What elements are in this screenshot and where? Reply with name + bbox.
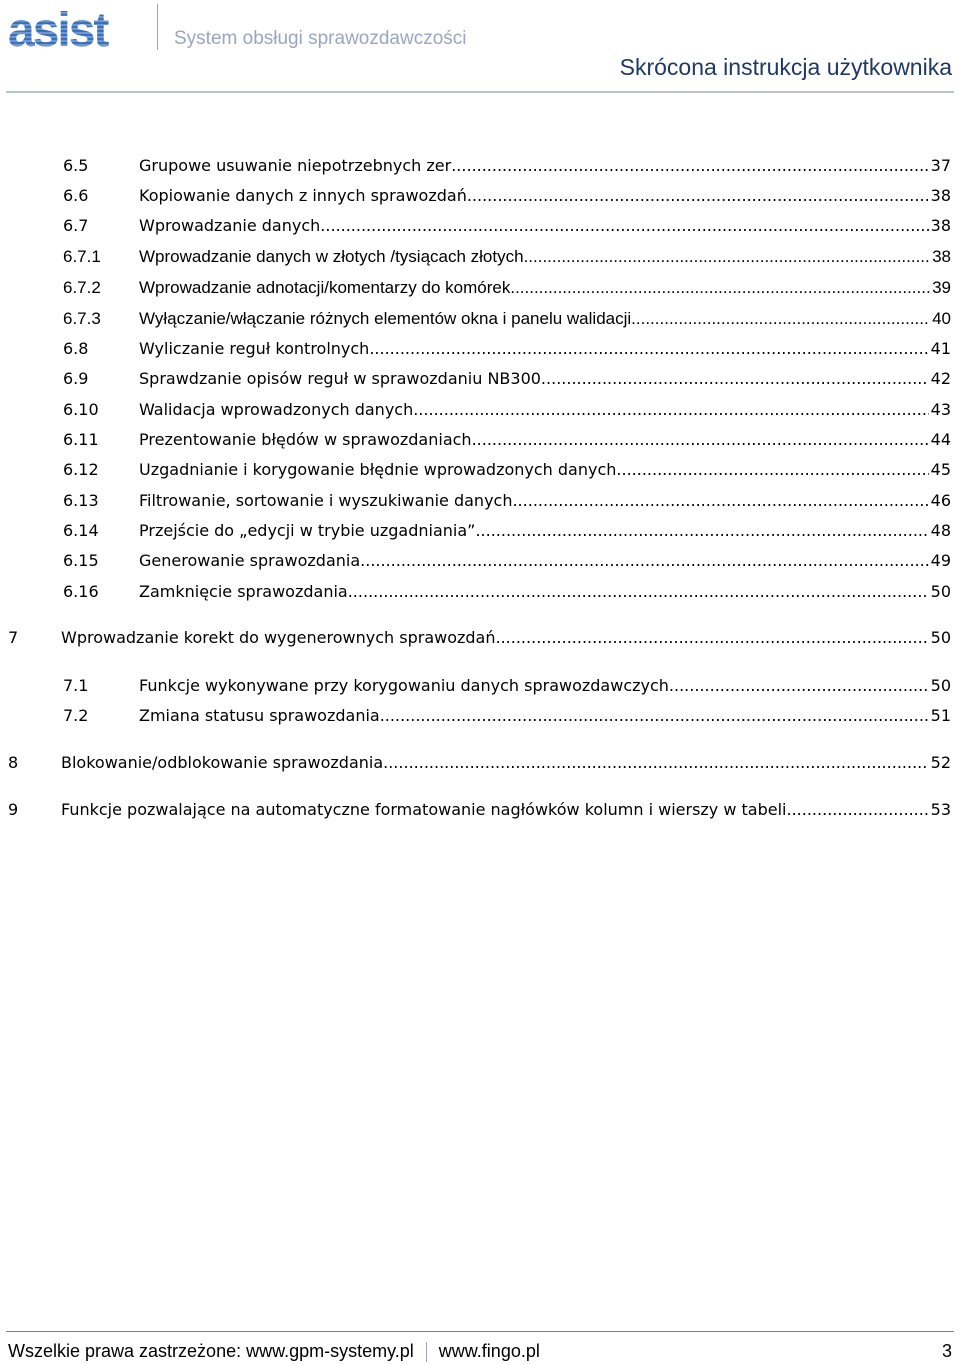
toc-entry-page: 46	[930, 491, 951, 510]
asist-logo-graphic	[6, 2, 146, 54]
toc-dot-leader	[546, 369, 929, 388]
toc-entry-page: 53	[930, 800, 951, 819]
toc-entry[interactable]	[63, 521, 951, 543]
header-rule	[6, 91, 954, 93]
toc-entry-page: 51	[930, 706, 951, 725]
toc-entry-number: 6.7.3	[63, 309, 101, 328]
toc-entry-page: 41	[930, 339, 951, 358]
toc-entry-title: Zmiana statusu sprawozdania	[139, 706, 380, 725]
toc-entry-title: Uzgadnianie i korygowanie błędnie wprowadzonych danych	[139, 460, 617, 479]
toc-entry-page: 40	[932, 309, 951, 328]
toc-entry-number: 6.12	[63, 460, 99, 479]
toc-entry-page: 37	[930, 156, 951, 175]
toc-dot-leader	[524, 247, 931, 267]
toc-entry-title: Wprowadzanie danych	[139, 216, 321, 235]
toc-entry-number: 6.7.2	[63, 278, 101, 297]
toc-entry-title: Wprowadzanie danych w złotych /tysiącach złotych	[139, 247, 524, 266]
toc-entry[interactable]	[63, 369, 951, 391]
toc-entry-title: Walidacja wprowadzonych danych	[139, 400, 414, 419]
asist-logo	[6, 2, 146, 54]
toc-entry-title: Przejście do „edycji w trybie uzgadniania”	[139, 521, 476, 540]
document-title: Skrócona instrukcja użytkownika	[619, 54, 952, 80]
toc-dot-leader	[616, 460, 928, 479]
toc-dot-leader	[413, 400, 928, 419]
toc-entry-title: Wprowadzanie adnotacji/komentarzy do komórek	[139, 278, 511, 297]
footer-rights: Wszelkie prawa zastrzeżone: www.gpm-systemy.pl	[8, 1341, 414, 1361]
toc-entry-number: 7	[8, 628, 19, 647]
toc-entry-number: 6.8	[63, 339, 89, 358]
toc-dot-leader	[380, 706, 929, 725]
toc-entry[interactable]	[63, 551, 951, 573]
toc-entry-title: Wyłączanie/włączanie różnych elementów okna i panelu walidacji	[139, 309, 632, 328]
toc-dot-leader	[512, 491, 928, 510]
toc-dot-leader	[631, 309, 930, 329]
toc-entry[interactable]	[63, 247, 951, 269]
toc-entry-number: 7.1	[63, 676, 89, 695]
page-number: 3	[941, 1341, 952, 1361]
toc-entry[interactable]	[63, 706, 951, 728]
footer-site[interactable]: www.fingo.pl	[438, 1341, 540, 1361]
toc-entry-page: 45	[930, 460, 951, 479]
toc-dot-leader	[348, 582, 929, 601]
toc-entry-page: 49	[930, 551, 951, 570]
toc-entry[interactable]	[63, 582, 951, 604]
toc-entry-title: Grupowe usuwanie niepotrzebnych zer	[139, 156, 452, 175]
toc-entry[interactable]	[63, 309, 951, 331]
toc-entry-page: 52	[930, 753, 951, 772]
toc-dot-leader	[320, 216, 928, 235]
toc-entry-page: 48	[930, 521, 951, 540]
toc-entry-page: 50	[930, 676, 951, 695]
page-header	[0, 0, 960, 95]
logo-text: asist	[8, 4, 108, 54]
toc-entry-title: Zamknięcie sprawozdania	[139, 582, 348, 601]
system-name: System obsługi sprawozdawczości	[174, 28, 467, 49]
toc-entry[interactable]	[63, 430, 951, 452]
toc-entry-number: 7.2	[63, 706, 89, 725]
toc-entry[interactable]	[63, 460, 951, 482]
toc-entry-title: Funkcje wykonywane przy korygowaniu danych sprawozdawczych	[139, 676, 669, 695]
toc-entry-page: 38	[930, 216, 951, 235]
toc-entry-number: 6.15	[63, 551, 99, 570]
toc-entry-number: 6.9	[63, 369, 89, 388]
toc-dot-leader	[496, 628, 929, 647]
toc-entry[interactable]	[63, 491, 951, 513]
toc-entry-number: 6.16	[63, 582, 99, 601]
toc-entry-page: 42	[930, 369, 951, 388]
toc-entry-number: 6.10	[63, 400, 99, 419]
toc-entry-number: 6.13	[63, 491, 99, 510]
toc-entry-page: 39	[932, 278, 951, 297]
footer-rule	[6, 1331, 954, 1332]
toc-entry-page: 50	[930, 582, 951, 601]
header-separator	[157, 4, 158, 50]
toc-entry-title: Sprawdzanie opisów reguł w sprawozdaniu NB300.	[139, 369, 547, 388]
toc-entry[interactable]	[63, 156, 951, 178]
toc-entry-page: 38	[932, 247, 951, 266]
toc-entry-page: 38	[930, 186, 951, 205]
toc-dot-leader	[787, 800, 929, 819]
toc-dot-leader	[369, 339, 928, 358]
toc-entry-number: 6.11	[63, 430, 99, 449]
toc-entry[interactable]	[63, 400, 951, 422]
toc-entry[interactable]	[63, 676, 951, 698]
toc-entry-title: Wyliczanie reguł kontrolnych	[139, 339, 370, 358]
toc-entry[interactable]	[8, 628, 951, 650]
toc-entry-title: Wprowadzanie korekt do wygenerownych sprawozdań	[61, 628, 496, 647]
toc-entry-number: 9	[8, 800, 19, 819]
toc-entry[interactable]	[63, 186, 951, 208]
toc-entry-page: 50	[930, 628, 951, 647]
toc-entry-number: 6.7	[63, 216, 89, 235]
toc-entry-number: 6.5	[63, 156, 89, 175]
toc-entry-page: 44	[930, 430, 951, 449]
toc-dot-leader	[669, 676, 929, 695]
toc-entry-page: 43	[930, 400, 951, 419]
toc-dot-leader	[451, 156, 928, 175]
toc-dot-leader	[467, 186, 929, 205]
toc-entry-title: Kopiowanie danych z innych sprawozdań	[139, 186, 467, 205]
toc-entry-title: Prezentowanie błędów w sprawozdaniach	[139, 430, 472, 449]
toc-entry-number: 8	[8, 753, 19, 772]
toc-dot-leader	[475, 521, 928, 540]
toc-dot-leader	[360, 551, 928, 570]
toc-entry[interactable]	[8, 753, 951, 775]
toc-entry-title: Funkcje pozwalające na automatyczne formatowanie nagłówków kolumn i wierszy w tabeli	[61, 800, 787, 819]
toc-dot-leader	[510, 278, 930, 298]
toc-entry-title: Generowanie sprawozdania	[139, 551, 361, 570]
toc-entry-title: Filtrowanie, sortowanie i wyszukiwanie danych	[139, 491, 513, 510]
toc-entry[interactable]	[63, 216, 951, 238]
footer-separator	[426, 1342, 427, 1362]
toc-entry-number: 6.14	[63, 521, 99, 540]
page-footer	[8, 1341, 540, 1362]
toc-entry[interactable]	[63, 278, 951, 300]
toc-entry[interactable]	[8, 800, 951, 822]
toc-dot-leader	[472, 430, 929, 449]
toc-dot-leader	[388, 753, 928, 772]
toc-entry[interactable]	[63, 339, 951, 361]
toc-entry-number: 6.7.1	[63, 247, 101, 266]
toc-entry-number: 6.6	[63, 186, 89, 205]
toc-entry-title: Blokowanie/odblokowanie sprawozdania.	[61, 753, 389, 772]
